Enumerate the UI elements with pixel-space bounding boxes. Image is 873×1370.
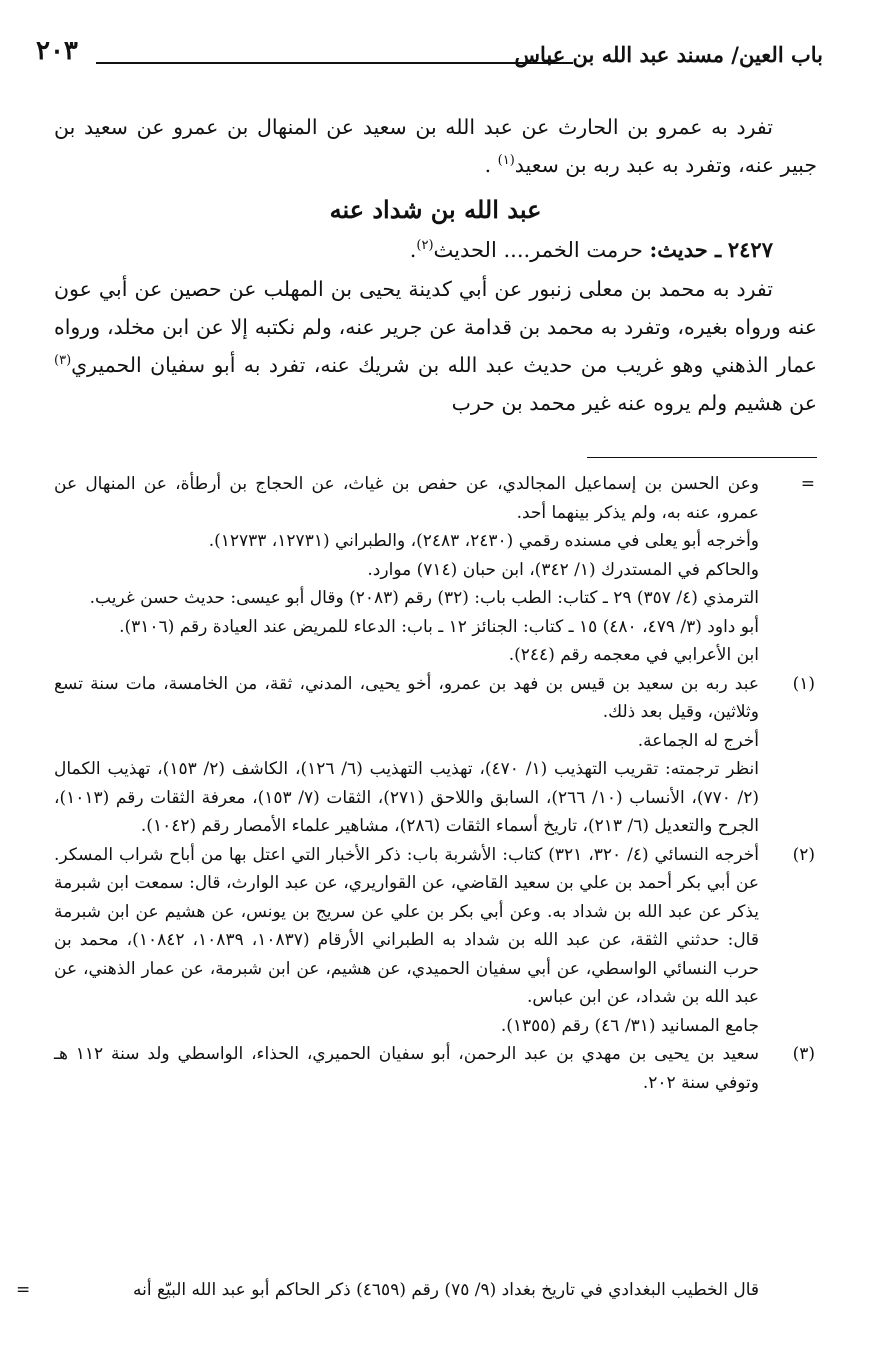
footnote-mark: = bbox=[800, 474, 815, 494]
hadith-label: ـ حديث: bbox=[649, 237, 722, 262]
footnote-separator bbox=[587, 457, 817, 458]
footnote-mark: (١) bbox=[792, 673, 815, 694]
footnote-mark: (٢) bbox=[792, 844, 815, 865]
header-rule bbox=[96, 62, 573, 64]
footnote-line: الترمذي (٤/ ٣٥٧) ٢٩ ـ كتاب: الطب باب: (٣٢) رقم (٢٠٨٣) وقال أبو عيسى: حديث حسن غريب. bbox=[89, 588, 759, 608]
running-title: باب العين/ مسند عبد الله بن عباس bbox=[514, 42, 823, 67]
hadith-text: حرمت الخمر.... الحديث bbox=[433, 238, 643, 262]
footnote-line: انظر ترجمته: تقريب التهذيب (١/ ٤٧٠)، تهذيب التهذيب (٦/ ١٢٦)، الكاشف (٢/ ١٥٣)، تهذيب الكمال (٢/ ٧٧٠)، الأنساب (١٠/ ٢٦٦)، السابق واللاحق (٢٧١)، الثقات (٧/ ١٥٣)، معرفة الثقات رقم (١٠١٣)، الجرح والتعديل (٦/ ٢١٣)، تاريخ أسماء الثقات (٢٨٦)، مشاهير علماء الأمصار رقم (١٠٤٢). bbox=[54, 759, 760, 836]
footnote-3 bbox=[54, 1040, 821, 1097]
footnote-line: وأخرجه أبو يعلى في مسنده رقمي (٢٤٣٠، ٢٤٨٣)، والطبراني (١٢٧٣١، ١٢٧٣٣). bbox=[208, 531, 759, 551]
footnote-line: جامع المسانيد (٣١/ ٤٦) رقم (١٣٥٥). bbox=[500, 1015, 759, 1036]
footnote-line: أبو داود (٣/ ٤٧٩، ٤٨٠) ١٥ ـ كتاب: الجنائز ١٢ ـ باب: الدعاء للمريض عند العيادة رقم (٣١٠٦). bbox=[119, 616, 759, 637]
paragraph-1 bbox=[54, 108, 817, 184]
last-line-text: قال الخطيب البغدادي في تاريخ بغداد (٩/ ٧٥) رقم (٤٦٥٩) ذكر الحاكم أبو عبد الله البيّع أنه bbox=[132, 1280, 759, 1300]
footnotes bbox=[54, 470, 821, 1097]
section-title: عبد الله بن شداد عنه bbox=[329, 195, 542, 224]
paragraph-2-text: تفرد به محمد بن معلى زنبور عن أبي كدينة يحيى بن المهلب عن حصين عن أبي عون عنه ورواه بغيره، وتفرد به محمد بن قدامة عن جرير عنه، ولم نكتبه إلا عن ابن مخلد، ورواه عمار الذهني وهو غريب من حديث عبد الله بن شريك عنه، تفرد به أبو سفيان الحميري bbox=[54, 277, 817, 377]
paragraph-1-end: . bbox=[484, 153, 492, 177]
footnote-line: سعيد بن يحيى بن مهدي بن عبد الرحمن، أبو سفيان الحميري، الحذاء، الواسطي ولد سنة ١١٢ هـ وتوفي سنة ٢٠٢. bbox=[54, 1044, 759, 1093]
paragraph-2 bbox=[54, 270, 817, 422]
footnote-1 bbox=[54, 670, 821, 841]
footnote-ref-1: (١) bbox=[497, 153, 515, 169]
footnote-line: ابن الأعرابي في معجمه رقم (٢٤٤). bbox=[508, 645, 759, 665]
running-header bbox=[36, 34, 823, 74]
footnote-line: عبد ربه بن سعيد بن قيس بن فهد بن عمرو، أخو يحيى، المدني، ثقة، من الخامسة، مات سنة تسع وثلاثين، وقيل بعد ذلك. bbox=[54, 673, 759, 722]
hadith-end: . bbox=[409, 238, 417, 262]
footnote-line: أخرجه النسائي (٤/ ٣٢٠، ٣٢١) كتاب: الأشربة باب: ذكر الأخبار التي اعتل بها من أباح شراب المسكر. عن أبي بكر أحمد بن علي بن سعيد القاضي، عن القواريري، عن عبد الوارث، قال: سمعت ابن شبرمة يذكر عن عبد الله بن شداد به. وعن أبي بكر بن علي عن سريج بن يونس، عن هشيم عن ابن شبرمة قال: حدثني الثقة، عن عبد الله بن شداد به الطبراني الأرقام (١٠٨٣٧، ١٠٨٣٩، ١٠٨٤٢)، محمد بن حرب النسائي الواسطي، عن أبي سفيان الحميدي، عن هشيم، عن ابن شبرمة، عن عمار الذهني، عن عبد الله بن شداد، عن ابن عباس. bbox=[54, 844, 760, 1007]
footnote-2 bbox=[54, 841, 821, 1041]
footnote-continued bbox=[54, 470, 821, 670]
paragraph-2-end: عن هشيم ولم يروه عنه غير محمد بن حرب bbox=[451, 391, 817, 415]
hadith-number: ٢٤٢٧ bbox=[727, 237, 773, 262]
footnote-mark: (٣) bbox=[792, 1044, 815, 1064]
paragraph-1-text: تفرد به عمرو بن الحارث عن عبد الله بن سعيد عن المنهال بن عمرو عن سعيد بن جبير عنه، وتفرد به عبد ربه بن سعيد bbox=[54, 115, 817, 177]
hadith-line bbox=[54, 230, 817, 270]
footnote-line: وعن الحسن بن إسماعيل المجالدي، عن حفص بن غياث، عن الحجاج بن أرطأة، عن المنهال عن عمرو، عنه به، ولم يذكر بينهما أحد. bbox=[54, 474, 759, 523]
footnote-ref-3: (٣) bbox=[54, 353, 72, 369]
footnote-line: والحاكم في المستدرك (١/ ٣٤٢)، ابن حبان (٧١٤) موارد. bbox=[367, 559, 759, 580]
page-number: ٢٠٣ bbox=[36, 36, 78, 66]
footnote-ref-2: (٢) bbox=[416, 238, 434, 253]
continuation-mark: = bbox=[16, 1280, 31, 1300]
footnote-last-line bbox=[16, 1276, 821, 1304]
main-text bbox=[54, 108, 817, 422]
footnote-line: أخرج له الجماعة. bbox=[637, 730, 759, 751]
